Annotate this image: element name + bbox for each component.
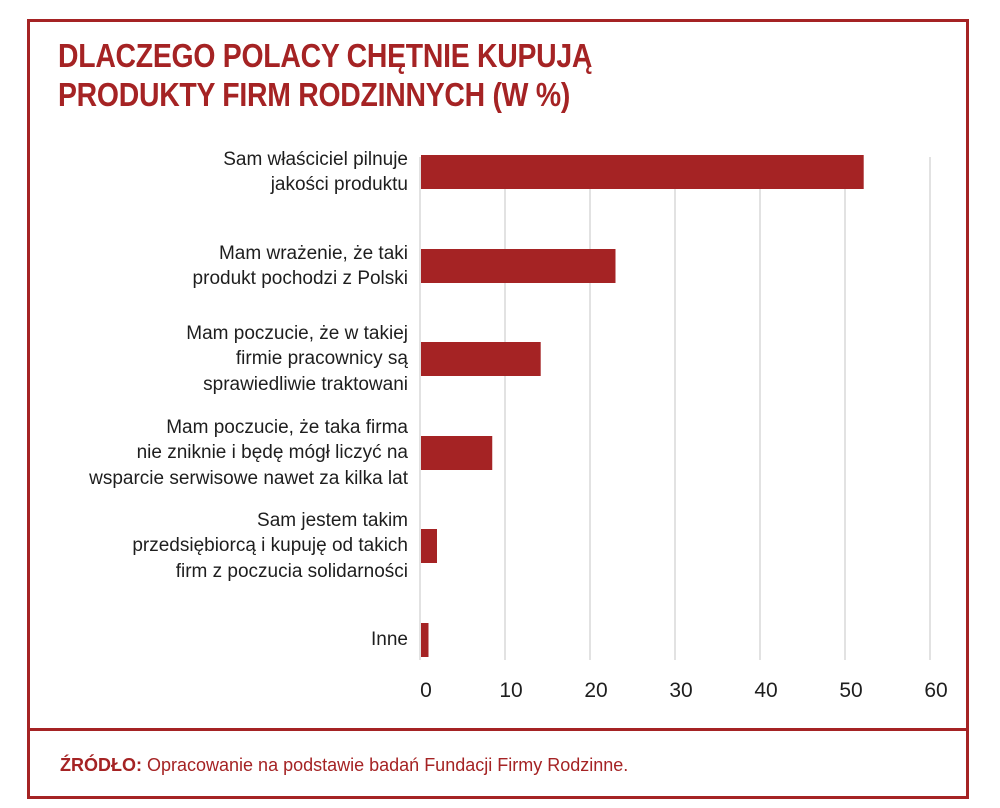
x-tick-label: 0 xyxy=(420,679,432,702)
category-label-line: firm z poczucia solidarności xyxy=(175,560,408,582)
x-tick-label: 50 xyxy=(839,679,863,702)
x-tick-label: 40 xyxy=(754,679,778,702)
chart-title-line-2: PRODUKTY FIRM RODZINNYCH (W %) xyxy=(58,76,571,113)
category-label-line: jakości produktu xyxy=(270,174,408,195)
category-label-line: Mam wrażenie, że taki xyxy=(218,242,408,264)
category-label xyxy=(28,321,408,398)
category-label-line: Sam jestem takim xyxy=(257,509,408,531)
category-label-line: Sam właściciel pilnuje xyxy=(223,148,408,170)
category-label-line: produkt pochodzi z Polski xyxy=(192,268,408,289)
category-label-line: sprawiedliwie traktowani xyxy=(203,373,408,395)
x-tick-label: 20 xyxy=(584,679,608,702)
category-label xyxy=(28,147,408,198)
bar xyxy=(421,342,541,376)
bar xyxy=(421,249,616,283)
bar xyxy=(421,529,437,563)
x-tick-label: 10 xyxy=(499,679,523,702)
chart-title-line-1: DLACZEGO POLACY CHĘTNIE KUPUJĄ xyxy=(58,37,593,74)
bar xyxy=(421,436,492,470)
x-tick-label: 30 xyxy=(669,679,693,702)
category-label xyxy=(28,627,408,653)
source-label: ŹRÓDŁO: xyxy=(60,755,142,775)
source-note xyxy=(60,755,628,776)
x-tick-label: 60 xyxy=(924,679,948,702)
category-label-line: wsparcie serwisowe nawet za kilka lat xyxy=(89,467,408,489)
category-label xyxy=(28,508,408,585)
category-label-line: Mam poczucie, że w takiej xyxy=(186,322,408,344)
source-text: Opracowanie na podstawie badań Fundacji Firmy Rodzinne. xyxy=(147,755,629,775)
category-label-line: Mam poczucie, że taka firma xyxy=(166,416,408,438)
category-label-line: nie zniknie i będę mógł liczyć na xyxy=(136,442,408,464)
category-label xyxy=(28,415,408,492)
category-label xyxy=(28,241,408,292)
category-label-line: Inne xyxy=(371,629,408,651)
bar xyxy=(421,155,864,189)
category-label-line: przedsiębiorcą i kupuję od takich xyxy=(132,535,408,557)
category-label-line: firmie pracownicy są xyxy=(235,348,408,370)
bar xyxy=(421,623,429,657)
